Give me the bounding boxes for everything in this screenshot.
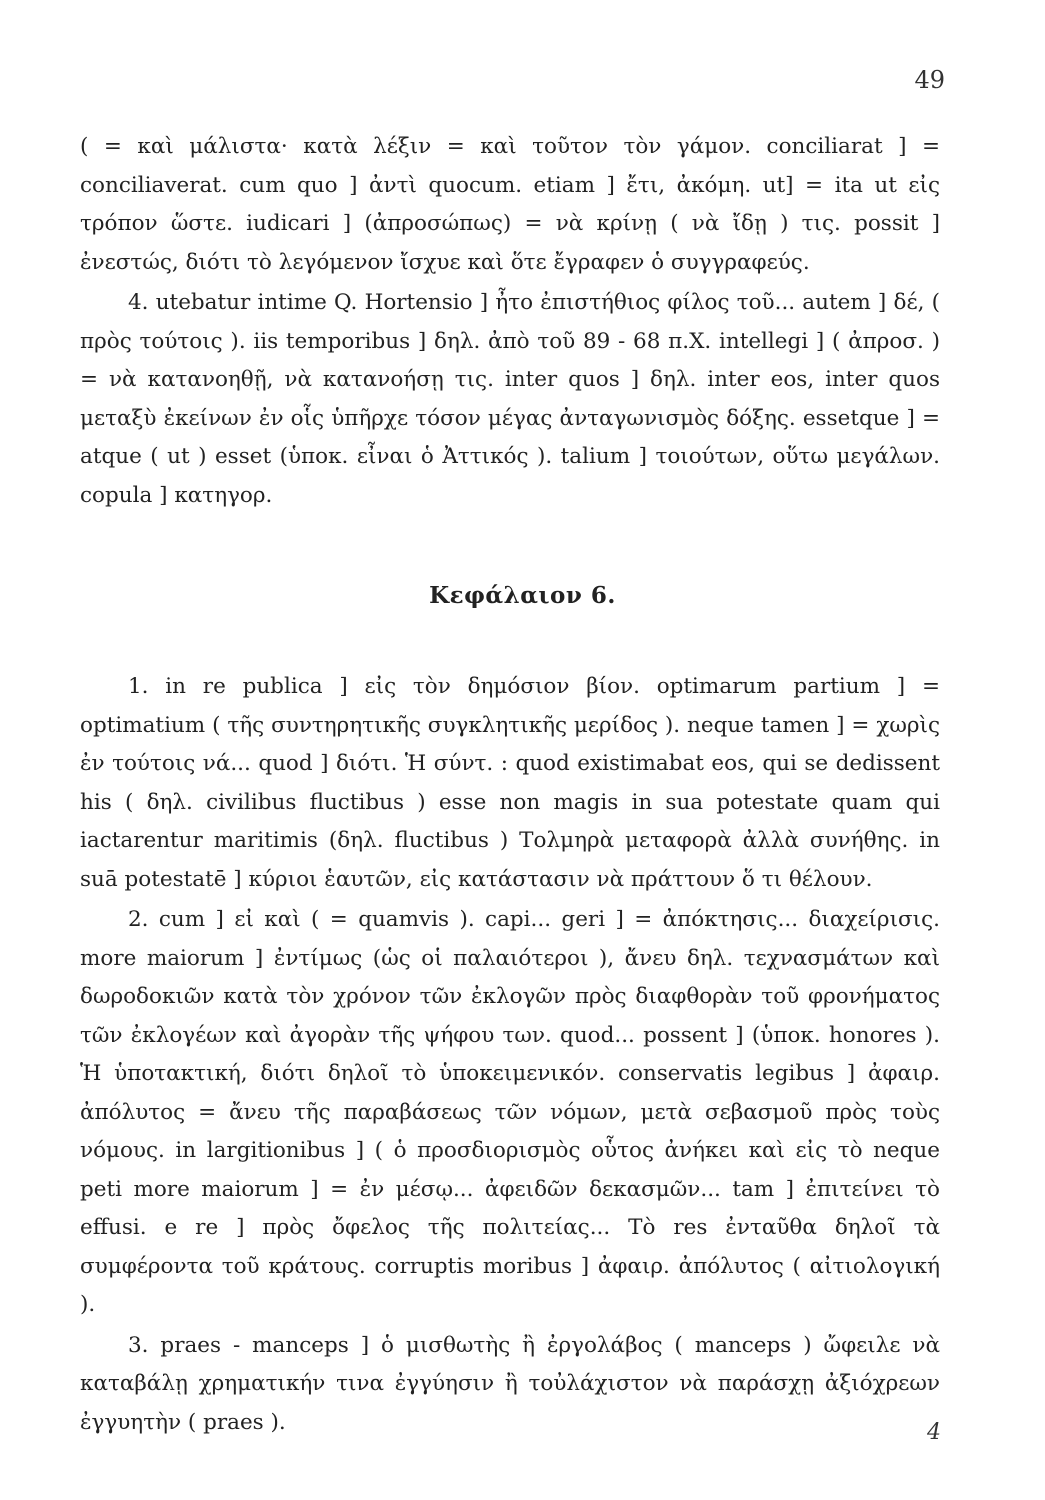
chapter-heading: Κεφάλαιον 6. — [429, 582, 616, 609]
text-section-2 — [80, 668, 940, 1442]
paragraph-note-3: 3. praes - manceps ] ὁ μισθωτὴς ἢ ἐργολάβος ( manceps ) ὤφειλε νὰ καταβάλῃ χρηματικήν τινα ἐγγύησιν ἢ τοὐλάχιστον νὰ παράσχῃ ἀξιόχρεων ἐγγυητὴν ( praes ). — [80, 1332, 940, 1435]
text-section-1 — [80, 128, 940, 515]
paragraph-notes-continued: ( = καὶ μάλιστα· κατὰ λέξιν = καὶ τοῦτον τὸν γάμον. conciliarat ] = conciliaverat. cum quo ] ἀντὶ quocum. etiam ] ἔτι, ἀκόμη. ut] = ita ut εἰς τρόπον ὥστε. iudicari ] (ἀπροσώπως) = νὰ κρίνῃ ( νὰ ἴδῃ ) τις. possit ] ἐνεστώς, διότι τὸ λεγόμενον ἴσχυε καὶ ὅτε ἔγραφεν ὁ συγγραφεύς. — [80, 134, 940, 275]
page-number: 49 — [914, 66, 945, 94]
paragraph-note-4: 4. utebatur intime Q. Hortensio ] ἦτο ἐπιστήθιος φίλος τοῦ... autem ] δέ, ( πρὸς τούτοις ). iis temporibus ] δηλ. ἀπὸ τοῦ 89 - 68 π.Χ. intellegi ] ( ἀπροσ. ) = νὰ κατανοηθῇ, νὰ κατανοήσῃ τις. inter quos ] δηλ. inter eos, inter quos μεταξὺ ἐκείνων ἐν οἷς ὑπῆρχε τόσον μέγας ἀνταγωνισμὸς δόξης. essetque ] = atque ( ut ) esset (ὑποκ. εἶναι ὁ Ἀττικός ). talium ] τοιούτων, οὕτω μεγάλων. copula ] κατηγορ. — [80, 290, 940, 508]
paragraph-note-2: 2. cum ] εἰ καὶ ( = quamvis ). capi... geri ] = ἀπόκτησις... διαχείρισις. more maiorum ] ἐντίμως (ὡς οἱ παλαιότεροι ), ἄνευ δηλ. τεχνασμάτων καὶ δωροδοκιῶν κατὰ τὸν χρόνον τῶν ἐκλογῶν πρὸς διαφθορὰν τοῦ φρονήματος τῶν ἐκλογέων καὶ ἀγορὰν τῆς ψήφου των. quod... possent ] (ὑποκ. honores ). Ἡ ὑποτακτική, διότι δηλοῖ τὸ ὑποκειμενικόν. conservatis legibus ] ἀφαιρ. ἀπόλυτος = ἄνευ τῆς παραβάσεως τῶν νόμων, μετὰ σεβασμοῦ πρὸς τοὺς νόμους. in largitionibus ] ( ὁ προσδιορισμὸς οὗτος ἀνήκει καὶ εἰς τὸ neque peti more maiorum ] = ἐν μέσῳ... ἀφειδῶν δεκασμῶν... tam ] ἐπιτείνει τὸ effusi. e re ] πρὸς ὄφελος τῆς πολιτείας... Τὸ res ἐνταῦθα δηλοῖ τὰ συμφέροντα τοῦ κράτους. corruptis moribus ] ἀφαιρ. ἀπόλυτος ( αἰτιολογική ). — [80, 907, 940, 1317]
signature-mark: 4 — [927, 1420, 941, 1445]
paragraph-note-1: 1. in re publica ] εἰς τὸν δημόσιον βίον. optimarum partium ] = optimatium ( τῆς συντηρητικῆς συγκλητικῆς μερίδος ). neque tamen ] = χωρὶς ἐν τούτοις νά... quod ] διότι. Ἡ σύντ. : quod existimabat eos, qui se dedissent his ( δηλ. civilibus fluctibus ) esse non magis in sua potestate quam qui iactarentur maritimis (δηλ. fluctibus ) Τολμηρὰ μεταφορὰ ἀλλὰ συνήθης. in suā potestatē ] κύριοι ἑαυτῶν, εἰς κατάστασιν νὰ πράττουν ὅ τι θέλουν. — [80, 674, 940, 892]
